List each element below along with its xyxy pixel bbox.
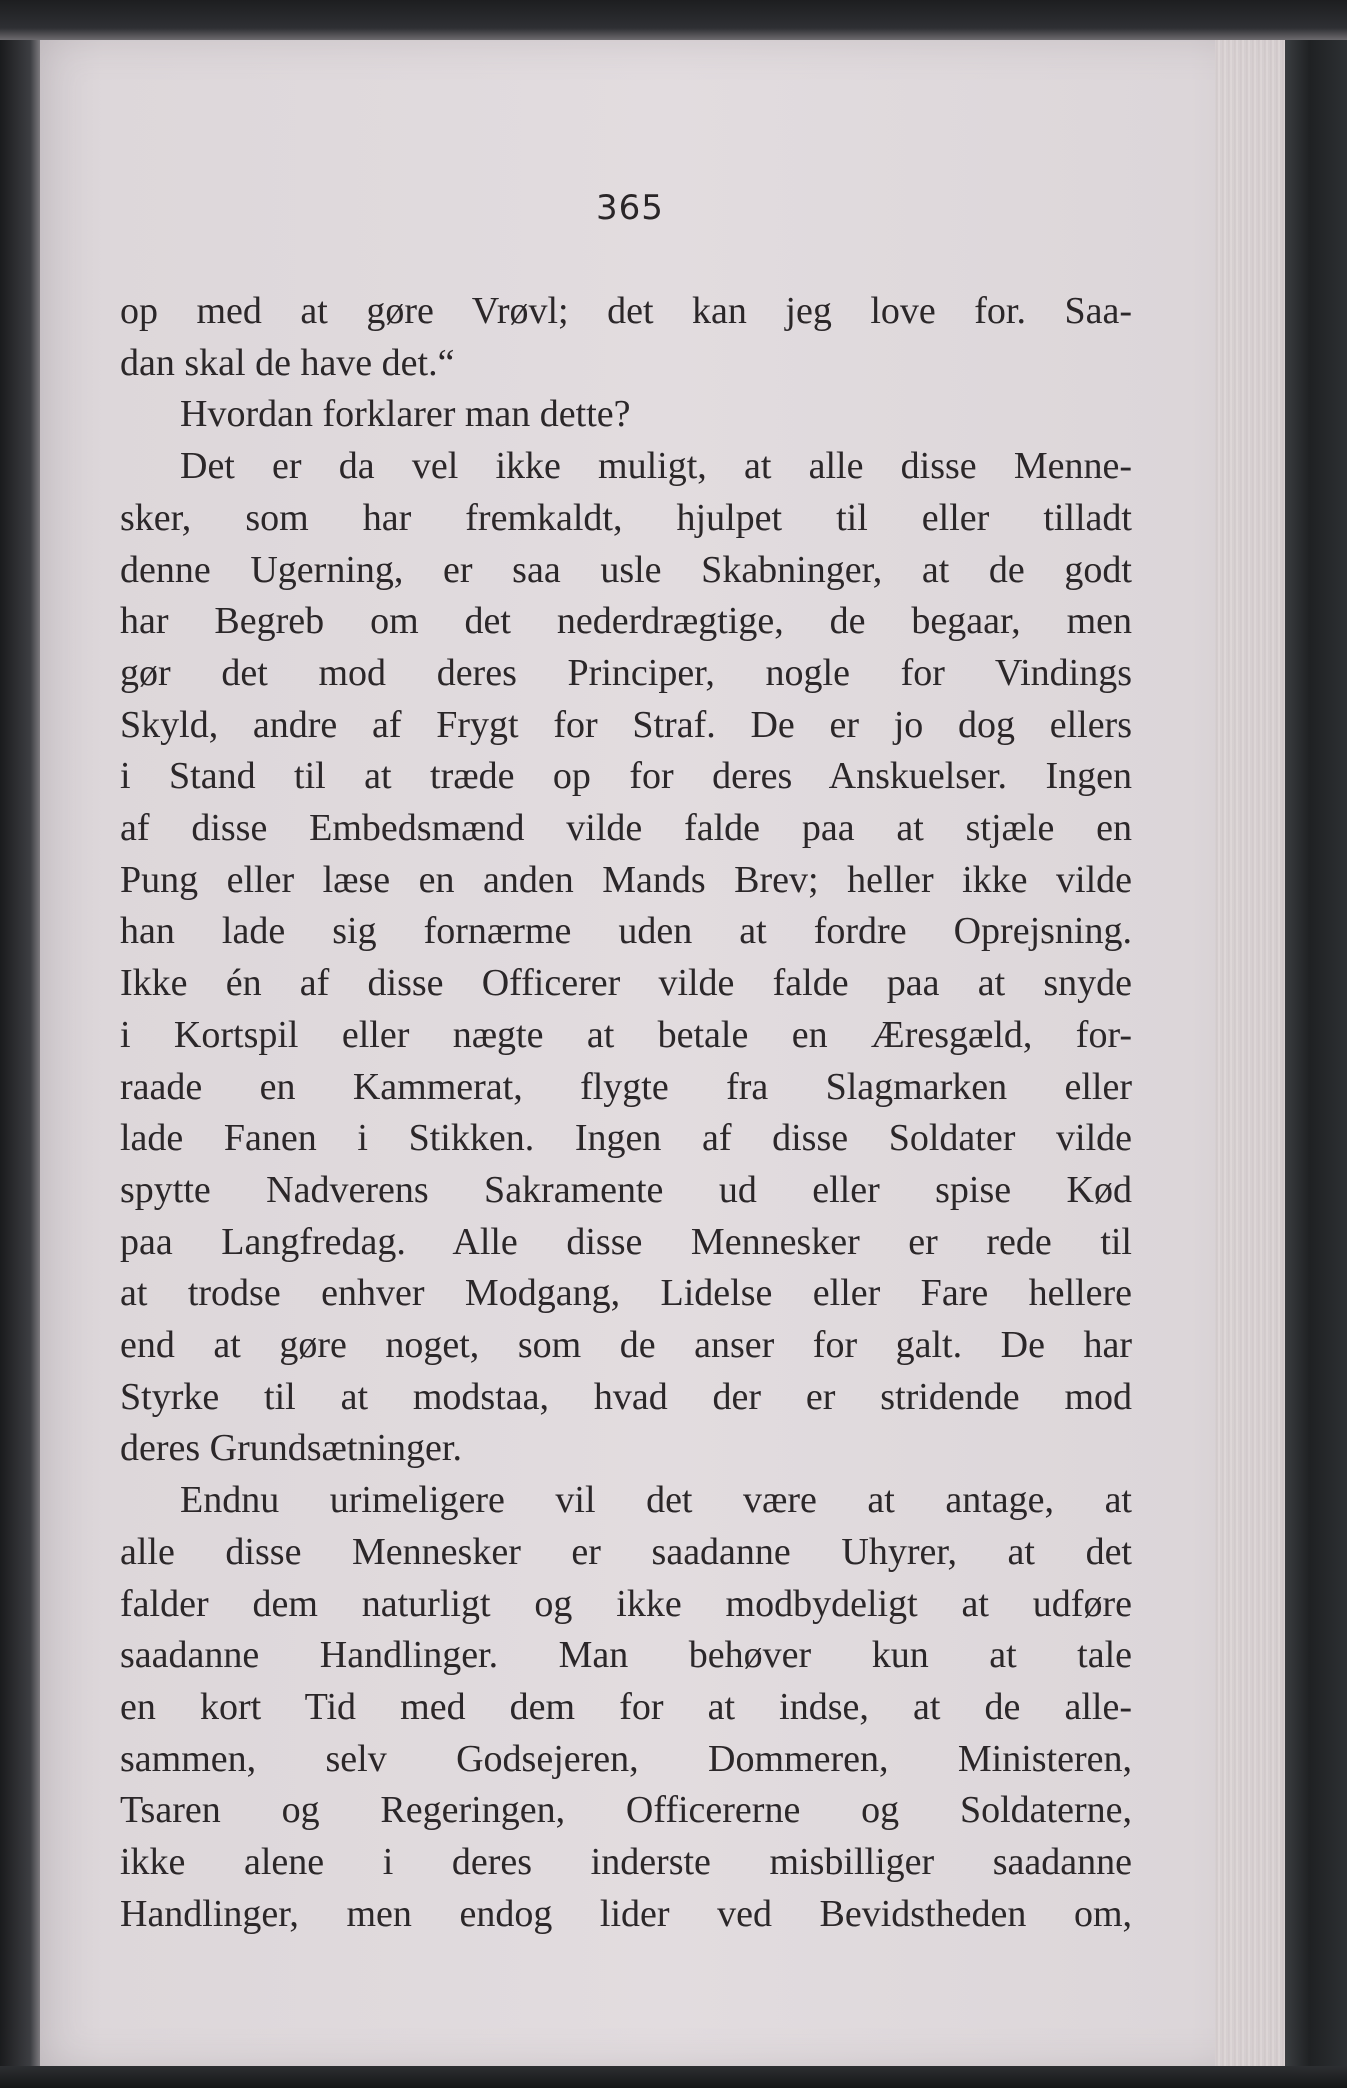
book-cover-top xyxy=(0,0,1347,40)
book-cover-right xyxy=(1285,0,1347,2088)
text-line: Styrke til at modstaa, hvad der er stridende mod xyxy=(120,1375,1132,1418)
text-line: han lade sig fornærme uden at fordre Oprejsning. xyxy=(120,910,1132,953)
text-line: Det er da vel ikke muligt, at alle disse Menne- xyxy=(180,445,1132,488)
text-line: ikke alene i deres inderste misbilliger saadanne xyxy=(120,1841,1132,1884)
text-line: lade Fanen i Stikken. Ingen af disse Soldater vilde xyxy=(120,1117,1132,1160)
text-line: Skyld, andre af Frygt for Straf. De er jo dog ellers xyxy=(120,703,1132,746)
text-line: alle disse Mennesker er saadanne Uhyrer, at det xyxy=(120,1530,1132,1573)
text-line: sker, som har fremkaldt, hjulpet til eller tilladt xyxy=(120,496,1132,539)
text-line: op med at gøre Vrøvl; det kan jeg love for. Saa- xyxy=(120,290,1132,332)
text-line: dan skal de have det.“ xyxy=(120,341,455,384)
book-page xyxy=(40,38,1290,2070)
text-line: raade en Kammerat, flygte fra Slagmarken eller xyxy=(120,1065,1132,1108)
text-line: spytte Nadverens Sakramente ud eller spise Kød xyxy=(120,1168,1132,1211)
text-line: gør det mod deres Principer, nogle for Vindings xyxy=(120,651,1132,694)
text-line: at trodse enhver Modgang, Lidelse eller Fare hellere xyxy=(120,1272,1132,1315)
text-line: en kort Tid med dem for at indse, at de alle- xyxy=(120,1685,1132,1728)
body-text xyxy=(120,286,1132,1941)
text-line: deres Grundsætninger. xyxy=(120,1427,462,1470)
text-line: i Stand til at træde op for deres Anskuelser. Ingen xyxy=(120,755,1132,798)
text-line: Tsaren og Regeringen, Officererne og Soldaterne, xyxy=(120,1789,1132,1832)
text-line: Endnu urimeligere vil det være at antage, at xyxy=(180,1479,1132,1522)
page-number: 365 xyxy=(596,188,664,228)
text-line: i Kortspil eller nægte at betale en Æresgæld, for- xyxy=(120,1013,1132,1056)
text-line: denne Ugerning, er saa usle Skabninger, at de godt xyxy=(120,548,1132,591)
text-line: saadanne Handlinger. Man behøver kun at tale xyxy=(120,1634,1132,1677)
text-line: paa Langfredag. Alle disse Mennesker er rede til xyxy=(120,1220,1132,1263)
text-line: Pung eller læse en anden Mands Brev; heller ikke vilde xyxy=(120,858,1132,901)
text-line: af disse Embedsmænd vilde falde paa at stjæle en xyxy=(120,807,1132,850)
text-line: sammen, selv Godsejeren, Dommeren, Ministeren, xyxy=(120,1737,1132,1780)
text-line: har Begreb om det nederdrægtige, de begaar, men xyxy=(120,600,1132,643)
text-line: end at gøre noget, som de anser for galt. De har xyxy=(120,1324,1132,1367)
text-line: falder dem naturligt og ikke modbydeligt at udføre xyxy=(120,1582,1132,1625)
text-line: Hvordan forklarer man dette? xyxy=(180,393,631,436)
text-line: Ikke én af disse Officerer vilde falde paa at snyde xyxy=(120,962,1132,1005)
page-edges xyxy=(1215,38,1290,2070)
book-cover-bottom xyxy=(0,2066,1347,2088)
text-line: Handlinger, men endog lider ved Bevidstheden om, xyxy=(120,1892,1132,1935)
